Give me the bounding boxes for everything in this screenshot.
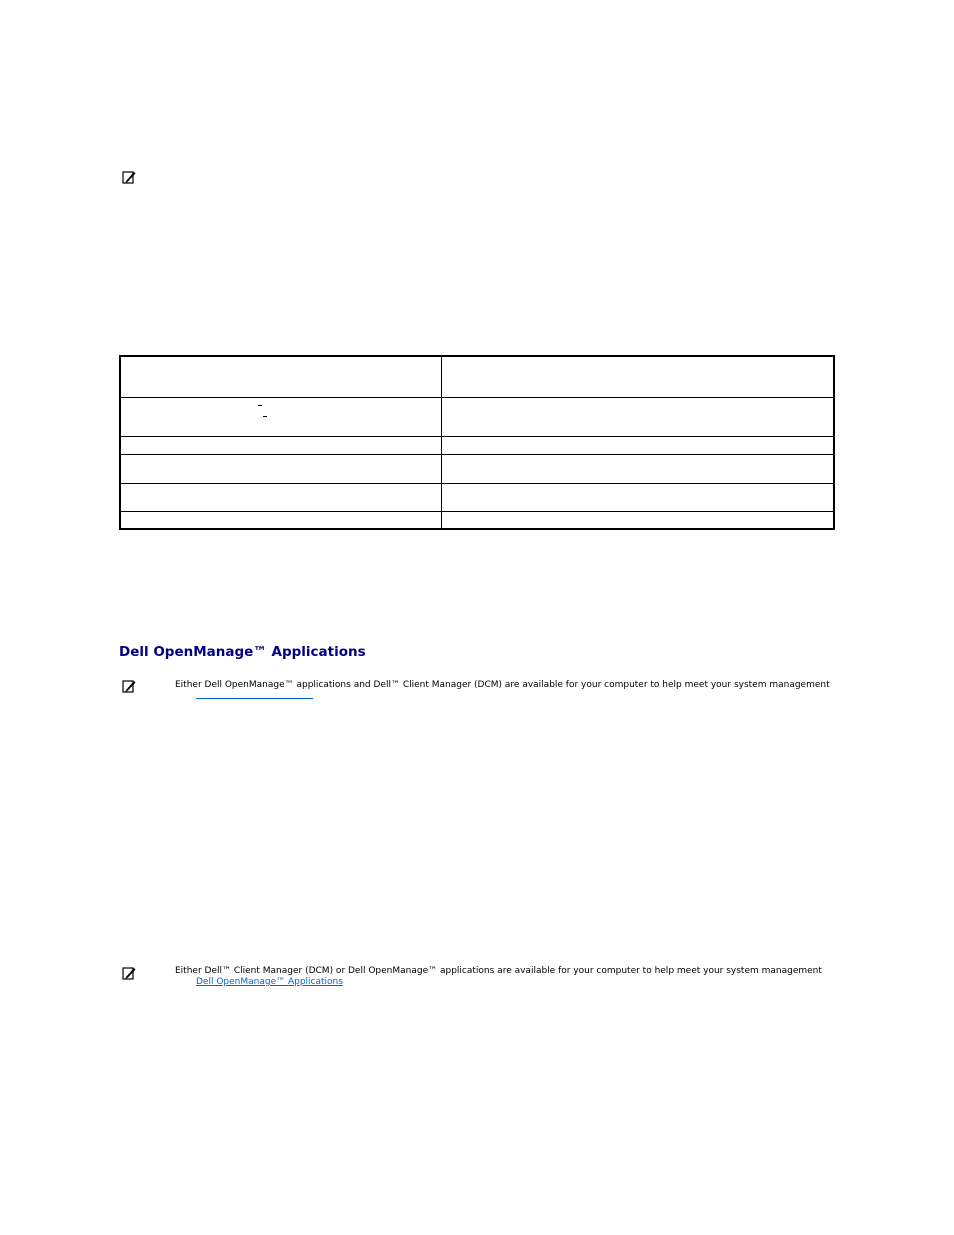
note-icon <box>122 966 136 980</box>
feature-table <box>119 355 835 530</box>
note-icon <box>122 170 136 184</box>
table-row <box>120 455 834 484</box>
openmanage-link[interactable]: Dell OpenManage™ Applications <box>196 977 343 987</box>
section-title: Dell OpenManage™ Applications <box>119 644 366 660</box>
table-cell <box>442 356 835 398</box>
table-row <box>120 512 834 530</box>
table-row <box>120 398 834 437</box>
note-icon <box>122 679 136 693</box>
table-cell <box>442 455 835 484</box>
link-underline[interactable] <box>196 698 313 699</box>
table-row <box>120 356 834 398</box>
table-cell <box>442 512 835 530</box>
footnote-mark <box>263 416 267 417</box>
table-cell <box>120 398 442 437</box>
table-cell <box>442 437 835 455</box>
table-cell <box>120 455 442 484</box>
table-cell <box>442 398 835 437</box>
note-text: Either Dell™ Client Manager (DCM) or Dell OpenManage™ applications are available for your computer to help meet your system management <box>175 966 822 976</box>
table-cell <box>120 437 442 455</box>
footnote-mark <box>258 405 262 406</box>
table-cell <box>442 484 835 512</box>
table-row <box>120 484 834 512</box>
note-text: Either Dell OpenManage™ applications and Dell™ Client Manager (DCM) are available for your computer to help meet your system management <box>175 680 830 690</box>
table-cell <box>120 356 442 398</box>
table-cell <box>120 512 442 530</box>
table-cell <box>120 484 442 512</box>
table-row <box>120 437 834 455</box>
